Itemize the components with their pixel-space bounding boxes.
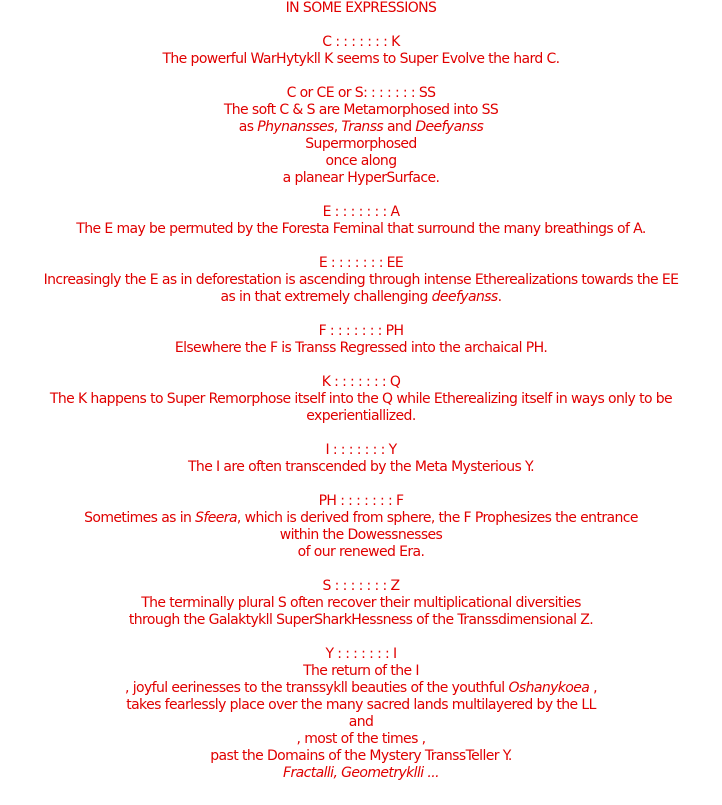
verse-line (0, 119, 722, 136)
rule-s-z: S : : : : : : : Z (322, 578, 400, 594)
rule-ph-f: PH : : : : : : : F (318, 493, 404, 509)
verse-line: Elsewhere the F is Transs Regressed into the archaical PH. (174, 340, 548, 356)
spacer (0, 629, 722, 646)
verse-line (0, 680, 722, 697)
verse-line: through the Galaktykll SuperSharkHessness of the Transsdimensional Z. (128, 612, 594, 628)
verse-fragment: . (497, 289, 502, 305)
rule-y-i: Y : : : : : : : I (325, 646, 397, 662)
italic-word: Deefyanss (415, 119, 484, 135)
spacer (0, 357, 722, 374)
verse-line: a planear HyperSurface. (282, 170, 440, 186)
spacer (0, 306, 722, 323)
verse-fragment: , joyful eerinesses to the transsykll beauties of the youthful (125, 680, 509, 696)
rule-k-q: K : : : : : : : Q (321, 374, 401, 390)
italic-word: Transs (341, 119, 384, 135)
page-title: IN SOME EXPRESSIONS (285, 0, 437, 16)
verse-fragment: as in that extremely challenging (220, 289, 432, 305)
rule-c-k: C : : : : : : : K (322, 34, 400, 50)
verse-line: The terminally plural S often recover their multiplicational diversities (141, 595, 581, 611)
verse-line (0, 289, 722, 306)
verse-line (0, 510, 722, 527)
rule-i-y: I : : : : : : : Y (325, 442, 397, 458)
verse-line: of our renewed Era. (297, 544, 425, 560)
verse-line: The K happens to Super Remorphose itself into the Q while Etherealizing itself in ways only to be (49, 391, 673, 407)
verse-line: The soft C & S are Metamorphosed into SS (223, 102, 499, 118)
verse-line: Supermorphosed (305, 136, 417, 152)
verse-line: experientiallized. (306, 408, 416, 424)
verse-fragment: , which is derived from sphere, the F Prophesizes the entrance (236, 510, 638, 526)
italic-word: Sfeera (195, 510, 237, 526)
verse-fragment: as (238, 119, 258, 135)
italic-word: Oshanykoea (508, 680, 590, 696)
closing-line: Fractalli, Geometryklli ... (283, 765, 439, 781)
spacer (0, 68, 722, 85)
rule-c-ss: C or CE or S: : : : : : : SS (286, 85, 436, 101)
verse-line: takes fearlessly place over the many sacred lands multilayered by the LL (126, 697, 596, 713)
rule-e-ee: E : : : : : : : EE (318, 255, 404, 271)
verse-line: The powerful WarHytykll K seems to Super Evolve the hard C. (162, 51, 560, 67)
verse-fragment: , (589, 680, 597, 696)
verse-line: The I are often transcended by the Meta Mysterious Y. (187, 459, 535, 475)
spacer (0, 425, 722, 442)
rule-e-a: E : : : : : : : A (322, 204, 400, 220)
verse-line: once along (325, 153, 397, 169)
verse-fragment: and (383, 119, 416, 135)
spacer (0, 17, 722, 34)
verse-line: Increasingly the E as in deforestation is ascending through intense Etherealizations towards the EE (43, 272, 679, 288)
spacer (0, 476, 722, 493)
italic-word: deefyanss (431, 289, 498, 305)
verse-line: past the Domains of the Mystery TranssTeller Y. (210, 748, 512, 764)
verse-line: The return of the I (303, 663, 419, 679)
verse-line: The E may be permuted by the Foresta Feminal that surround the many breathings of A. (76, 221, 646, 237)
spacer (0, 238, 722, 255)
verse-line: , most of the times , (296, 731, 426, 747)
italic-word: Phynansses (257, 119, 334, 135)
verse-fragment: , (333, 119, 342, 135)
verse-line: within the Dowessnesses (279, 527, 443, 543)
verse-fragment: Sometimes as in (84, 510, 196, 526)
verse-line: and (348, 714, 374, 730)
spacer (0, 187, 722, 204)
rule-f-ph: F : : : : : : : PH (318, 323, 404, 339)
spacer (0, 561, 722, 578)
